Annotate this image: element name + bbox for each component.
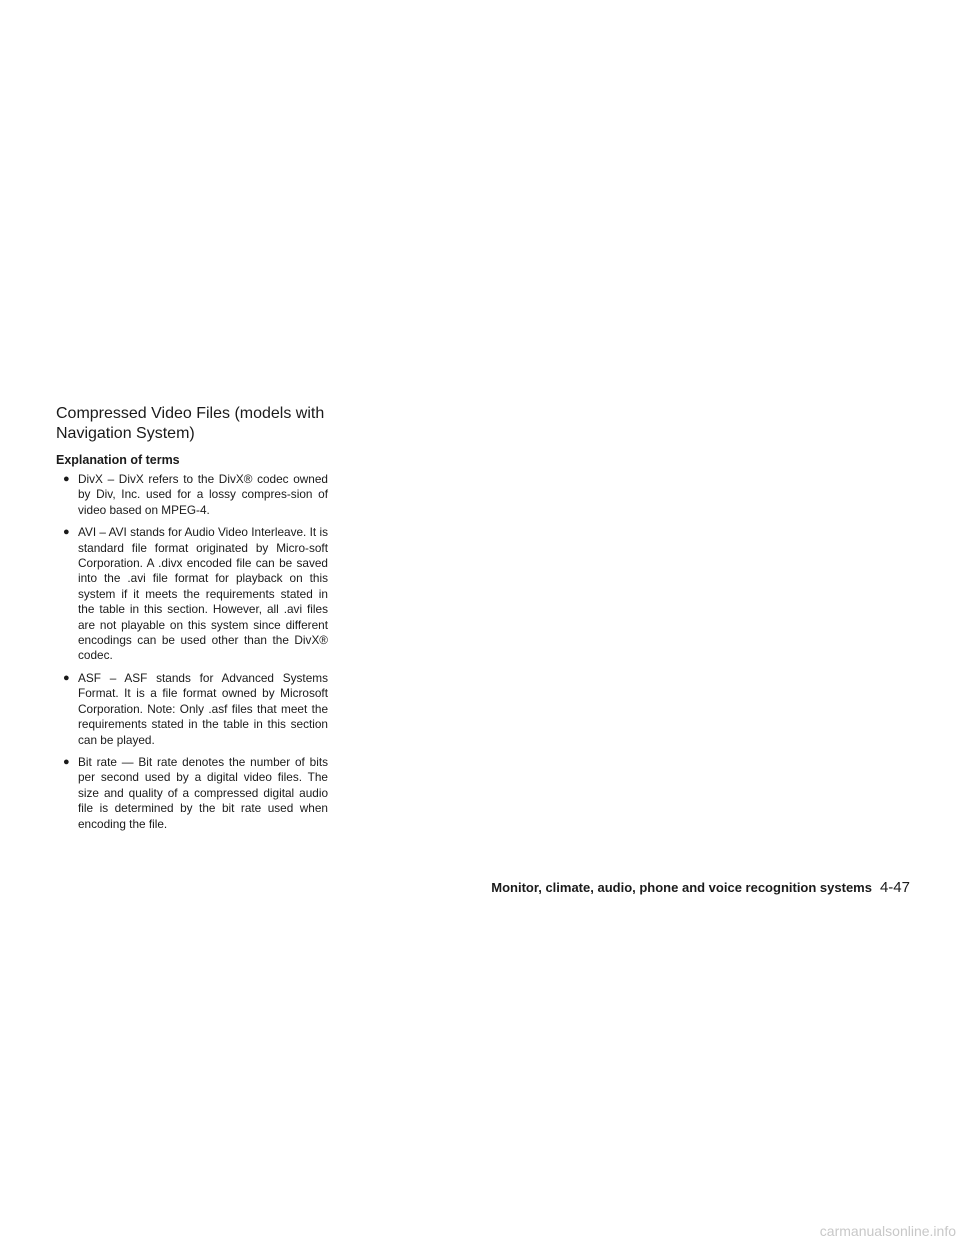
compressed-video-section (56, 404, 328, 839)
bullet-icon: ● (63, 526, 70, 539)
site-watermark: carmanualsonline.info (819, 1223, 956, 1239)
term-text: Bit rate — Bit rate denotes the number of bits per second used by a digital video files. The size and quality of a compressed digital audio file is determined by the bit rate used when encoding the file. (78, 754, 328, 831)
bullet-icon: ● (63, 473, 70, 485)
terms-list (56, 472, 328, 832)
term-bit-rate (56, 755, 328, 832)
term-divx (56, 472, 328, 518)
term-text: DivX – DivX refers to the DivX® codec owned by Div, Inc. used for a lossy compres-sion of video based on MPEG-4. (78, 472, 328, 517)
section-title: Compressed Video Files (models with Navigation System) (56, 405, 325, 442)
explanation-subheading: Explanation of terms (56, 453, 180, 467)
term-text: ASF – ASF stands for Advanced Systems Format. It is a file format owned by Microsoft Corporation. Note: Only .asf files that meet the requirements stated in the table in this section can be played. (78, 670, 328, 747)
page-number: 4-47 (879, 879, 910, 896)
term-asf (56, 671, 328, 748)
term-text: AVI – AVI stands for Audio Video Interleave. It is standard file format originated by Micro-soft Corporation. A .divx encoded file can be saved into the .avi file format for playback on this system if it meets the requirements stated in the table in this section. However, all .avi files are not playable on this system since different encodings can be used other than the DivX® codec. (78, 525, 328, 663)
bullet-icon: ● (63, 671, 70, 684)
term-avi (56, 525, 328, 664)
bullet-icon: ● (63, 755, 70, 768)
chapter-title: Monitor, climate, audio, phone and voice recognition systems (491, 880, 872, 895)
page-footer (440, 879, 910, 897)
